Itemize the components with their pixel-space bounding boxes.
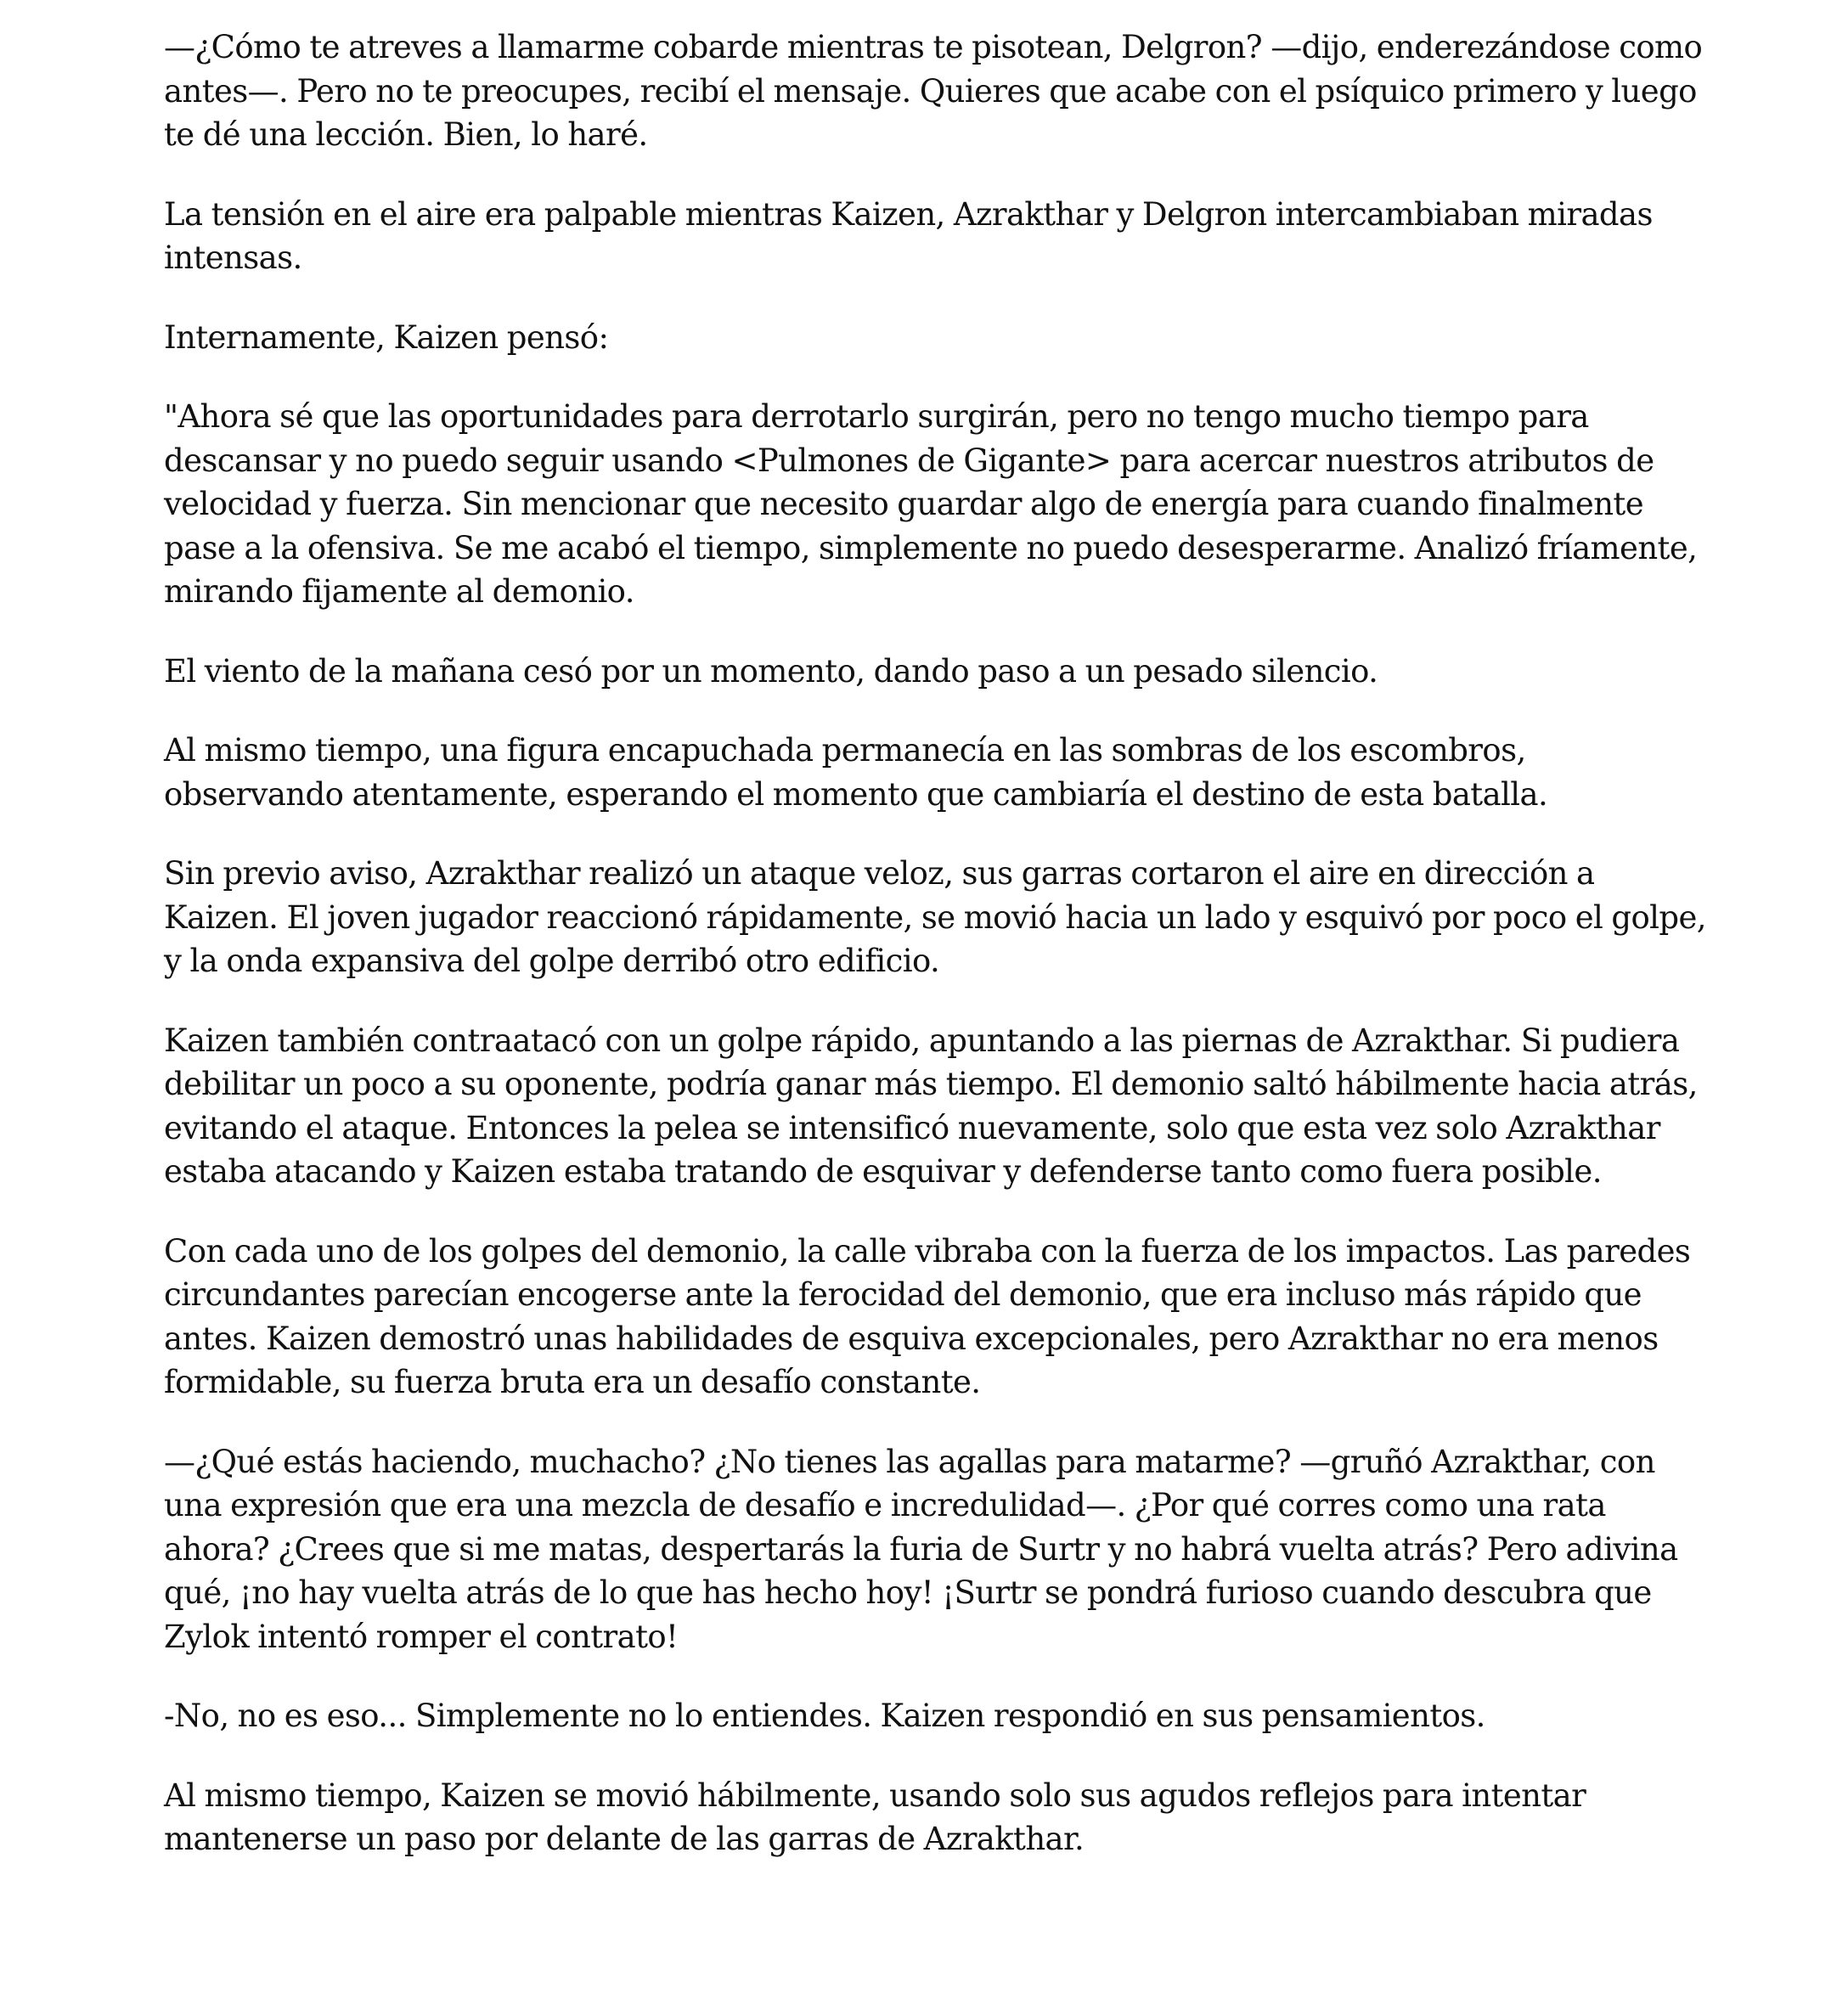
paragraph: Al mismo tiempo, Kaizen se movió hábilmente, usando solo sus agudos reflejos para intentar mantenerse un paso por delante de las garras de Azrakthar. (164, 1777, 1586, 1857)
paragraph: "Ahora sé que las oportunidades para derrotarlo surgirán, pero no tengo mucho tiempo para descansar y no puedo seguir usando <Pulmones de Gigante> para acercar nuestros atributos de velocidad y fuerza. Sin mencionar que necesito guardar algo de energía para cuando finalmente pase a la ofensiva. Se me acabó el tiempo, simplemente no puedo desesperarme. Analizó fríamente, mirando fijamente al demonio. (164, 398, 1698, 610)
paragraph: -No, no es eso... Simplemente no lo entiendes. Kaizen respondió en sus pensamientos. (164, 1698, 1485, 1734)
paragraph: —¿Qué estás haciendo, muchacho? ¿No tienes las agallas para matarme? —gruñó Azrakthar, con una expresión que era una mezcla de desafío e incredulidad—. ¿Por qué corres como una rata ahora? ¿Crees que si me matas, despertarás la furia de Surtr y no habrá vuelta atrás? Pero adivina qué, ¡no hay vuelta atrás de lo que has hecho hoy! ¡Surtr se pondrá furioso cuando descubra que Zylok intentó romper el contrato! (164, 1443, 1678, 1655)
paragraph: El viento de la mañana cesó por un momento, dando paso a un pesado silencio. (164, 652, 1378, 690)
document-body (164, 25, 1710, 1897)
paragraph: Kaizen también contraatacó con un golpe rápido, apuntando a las piernas de Azrakthar. Si pudiera debilitar un poco a su oponente, podría ganar más tiempo. El demonio saltó hábilmente hacia atrás, evitando el ataque. Entonces la pelea se intensificó nuevamente, solo que esta vez solo Azrakthar estaba atacando y Kaizen estaba tratando de esquivar y defenderse tanto como fuera posible. (164, 1022, 1698, 1190)
paragraph: Al mismo tiempo, una figura encapuchada permanecía en las sombras de los escombros, observando atentamente, esperando el momento que cambiaría el destino de esta batalla. (164, 732, 1548, 813)
paragraph: Sin previo aviso, Azrakthar realizó un ataque veloz, sus garras cortaron el aire en dirección a Kaizen. El joven jugador reaccionó rápidamente, se movió hacia un lado y esquivó por poco el golpe, y la onda expansiva del golpe derribó otro edificio. (164, 855, 1706, 979)
paragraph: Con cada uno de los golpes del demonio, la calle vibraba con la fuerza de los impactos. Las paredes circundantes parecían encogerse ante la ferocidad del demonio, que era incluso más rápido que antes. Kaizen demostró unas habilidades de esquiva excepcionales, pero Azrakthar no era menos formidable, su fuerza bruta era un desafío constante. (164, 1232, 1691, 1400)
paragraph: La tensión en el aire era palpable mientras Kaizen, Azrakthar y Delgron intercambiaban miradas intensas. (164, 195, 1653, 276)
paragraph: —¿Cómo te atreves a llamarme cobarde mientras te pisotean, Delgron? —dijo, enderezándose como antes—. Pero no te preocupes, recibí el mensaje. Quieres que acabe con el psíquico primero y luego te dé una lección. Bien, lo haré. (164, 29, 1703, 153)
paragraph: Internamente, Kaizen pensó: (164, 318, 609, 356)
